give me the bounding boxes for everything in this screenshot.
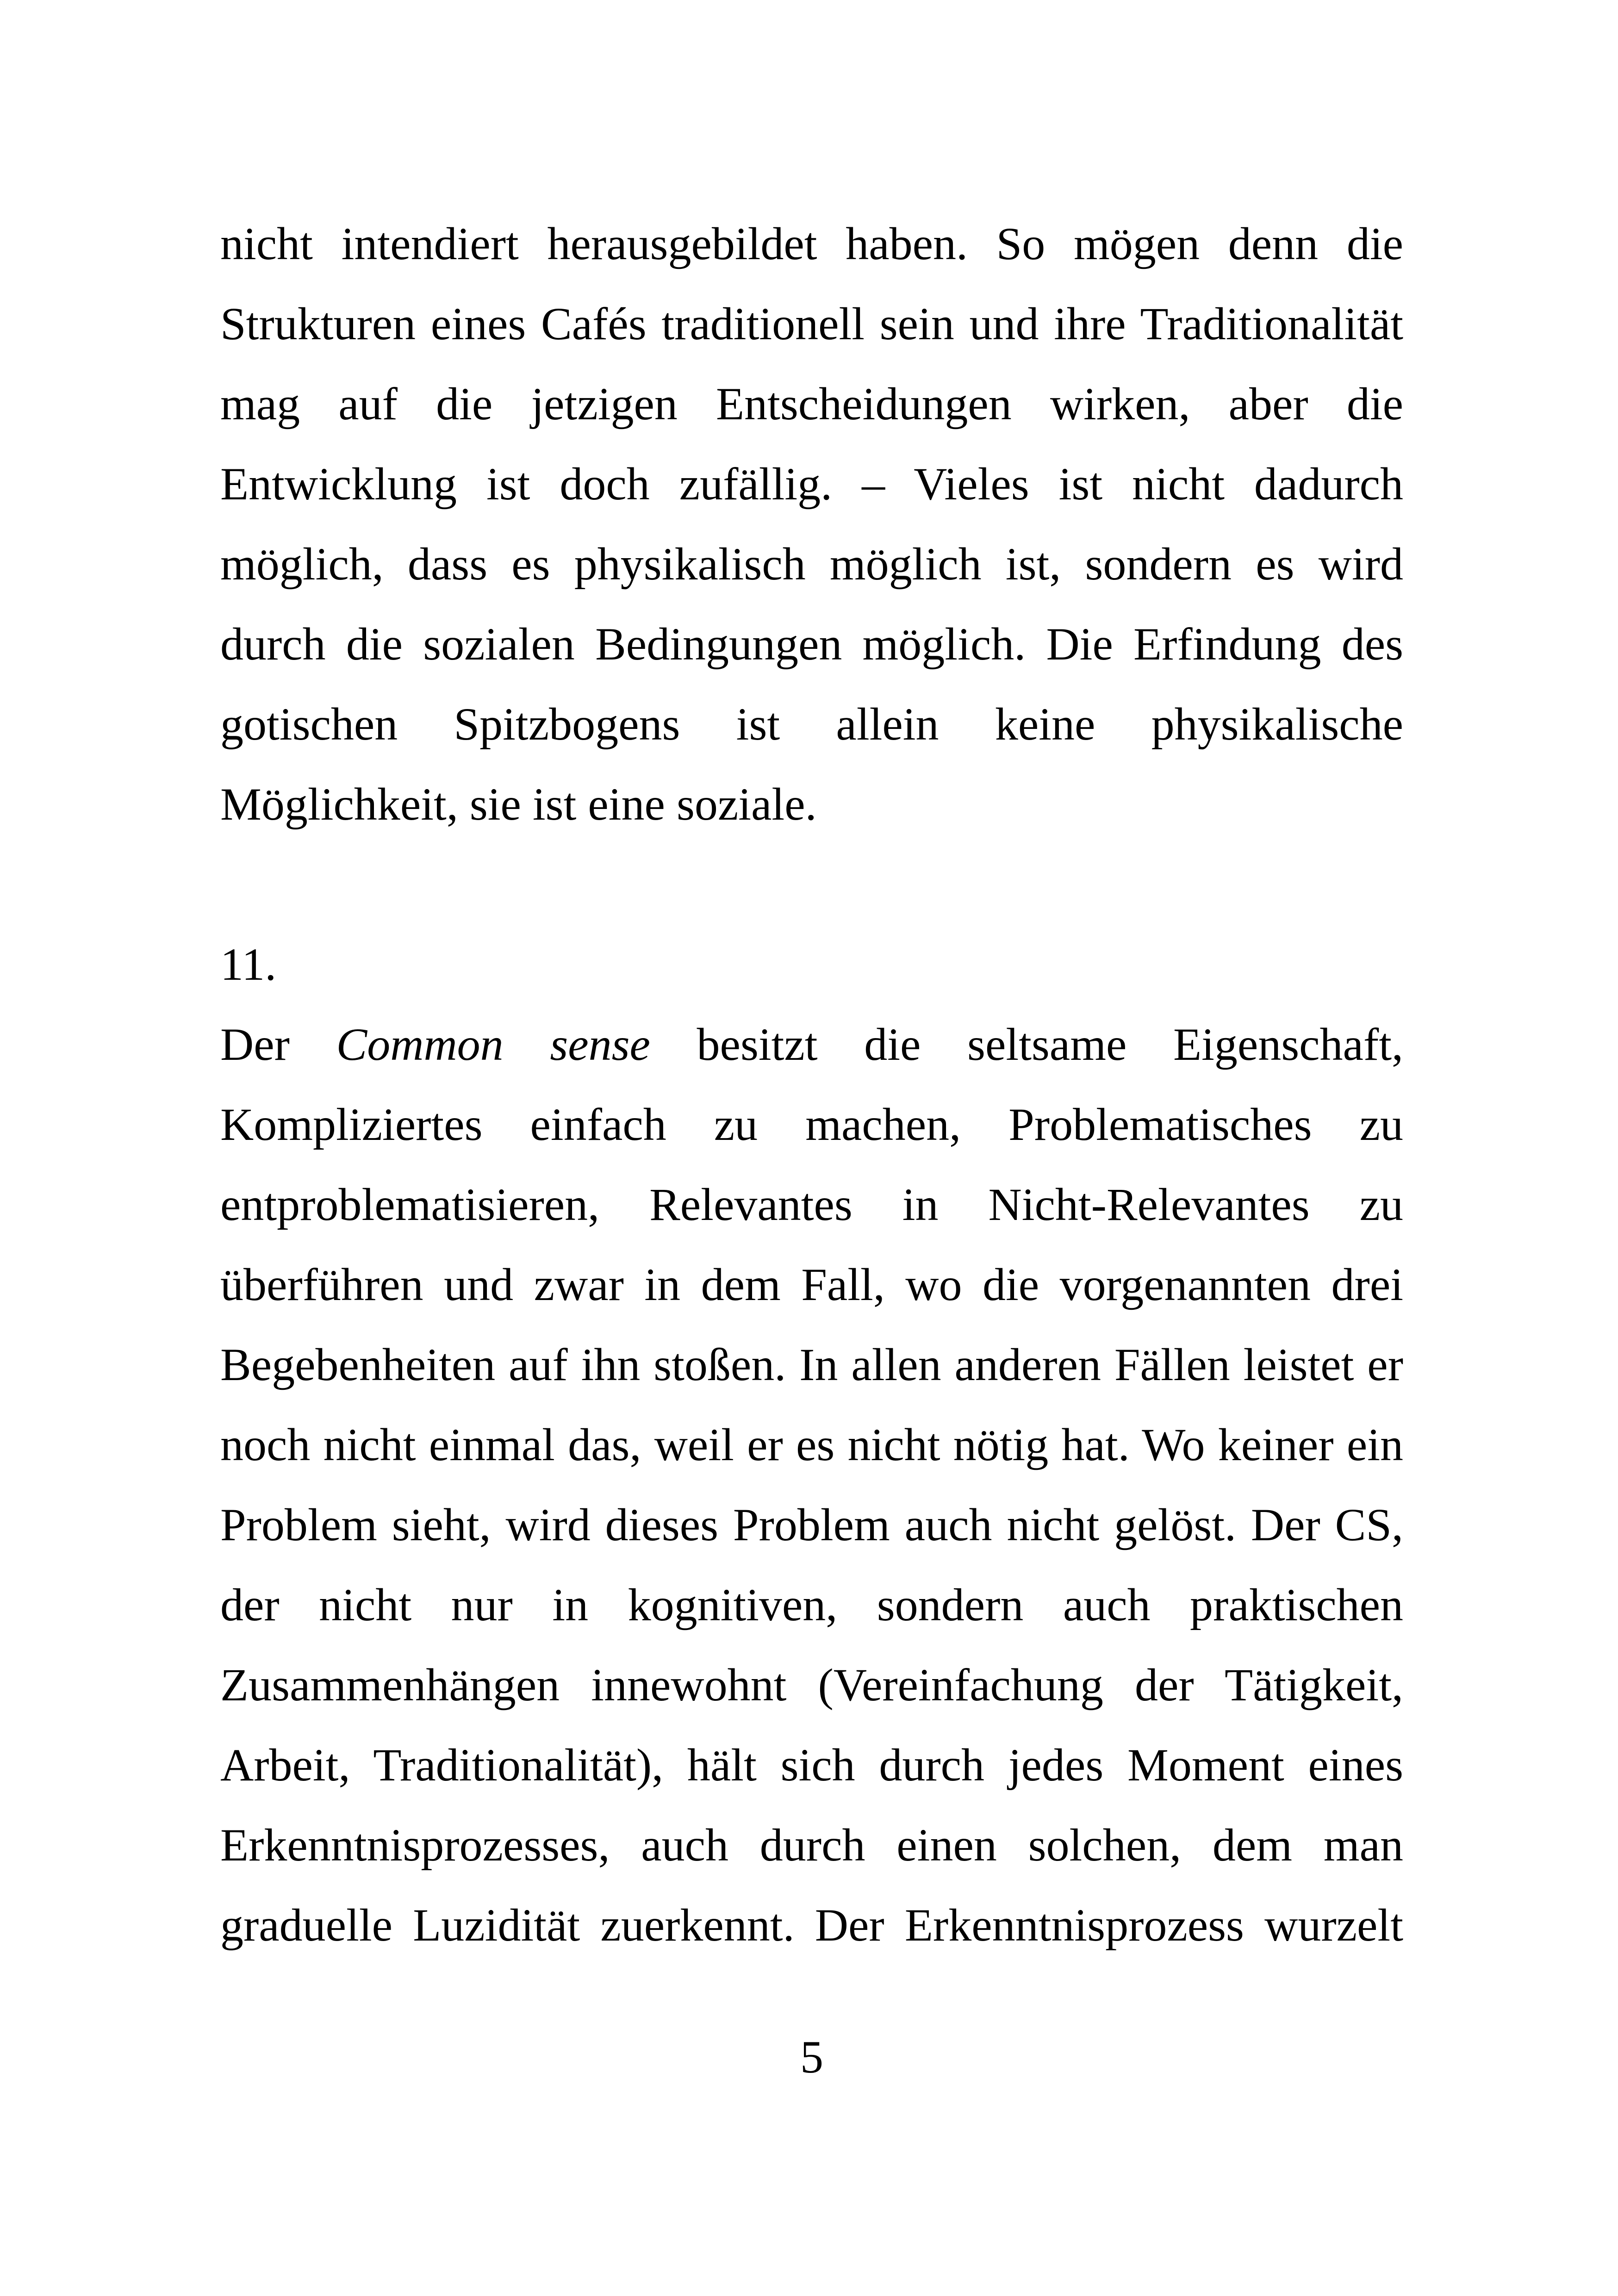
text-segment: Der	[220, 1019, 336, 1070]
text-line	[220, 1004, 1403, 1084]
text-line: Kompliziertes einfach zu machen, Problematisches zu	[220, 1099, 1403, 1150]
text-line: durch die sozialen Bedingungen möglich. Die Erfindung des	[220, 618, 1403, 670]
paragraph	[220, 204, 1403, 844]
text-line: gotischen Spitzbogens ist allein keine physikalische	[220, 698, 1403, 750]
paragraph	[220, 1004, 1403, 1965]
paragraph-spacer	[220, 844, 1403, 924]
text-line: Möglichkeit, sie ist eine soziale.	[220, 778, 817, 830]
text-line: Erkenntnisprozesses, auch durch einen solchen, dem man	[220, 1819, 1403, 1871]
text-line: graduelle Luzidität zuerkennt. Der Erkenntnisprozess wurzelt	[220, 1899, 1403, 1951]
text-line: Entwicklung ist doch zufällig. – Vieles ist nicht dadurch	[220, 458, 1403, 510]
section-number: 11.	[220, 939, 277, 990]
page-number: 5	[800, 2031, 823, 2083]
body-text	[220, 204, 1403, 1965]
text-line: nicht intendiert herausgebildet haben. So mögen denn die	[220, 218, 1403, 269]
emphasis-term: Common sense	[336, 1019, 650, 1070]
text-line: entproblematisieren, Relevantes in Nicht-Relevantes zu	[220, 1179, 1403, 1230]
text-segment: besitzt die seltsame Eigenschaft,	[650, 1019, 1404, 1070]
text-line: noch nicht einmal das, weil er es nicht nötig hat. Wo keiner ein	[220, 1419, 1403, 1470]
text-line: überführen und zwar in dem Fall, wo die vorgenannten drei	[220, 1259, 1403, 1310]
text-line: möglich, dass es physikalisch möglich ist, sondern es wird	[220, 538, 1403, 590]
text-line: Arbeit, Traditionalität), hält sich durch jedes Moment eines	[220, 1739, 1403, 1791]
text-line: Strukturen eines Cafés traditionell sein und ihre Traditionalität	[220, 298, 1403, 349]
text-line: Zusammenhängen innewohnt (Vereinfachung der Tätigkeit,	[220, 1659, 1403, 1711]
text-line: mag auf die jetzigen Entscheidungen wirken, aber die	[220, 378, 1403, 429]
text-line: Problem sieht, wird dieses Problem auch nicht gelöst. Der CS,	[220, 1499, 1403, 1550]
text-line: der nicht nur in kognitiven, sondern auch praktischen	[220, 1579, 1403, 1630]
text-line: Begebenheiten auf ihn stoßen. In allen anderen Fällen leistet er	[220, 1339, 1403, 1390]
